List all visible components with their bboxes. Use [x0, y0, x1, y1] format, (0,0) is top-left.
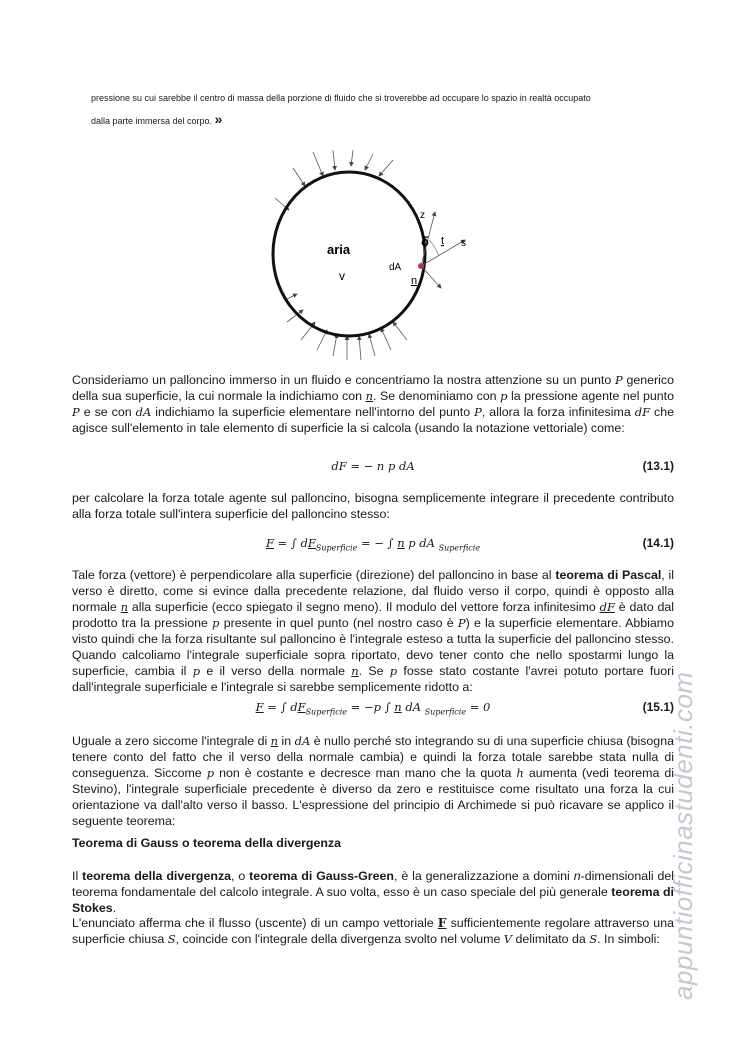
equation-expression: dF = − n p dA	[331, 459, 415, 473]
equation-expression: F = ∫ $dF_{Superficie}$ = − ∫ n p dA $_{Superficie}$	[265, 536, 481, 553]
balloon-figure	[265, 150, 485, 365]
equation-number: (15.1)	[642, 700, 674, 714]
label-s: s	[461, 238, 466, 249]
paragraph-1: Consideriamo un palloncino immerso in un fluido e concentriamo la nostra attenzione su un punto P generico della sua superficie, la cui normale la indichiamo con n. Se denominiamo con p la pressione agente nel punto P e se con dA indichiamo la superficie elementare nell'intorno del punto P, allora la forza infinitesima dF che agisce sull'elemento in tale elemento di superficie la si calcola (usando la notazione vettoriale) come:	[72, 373, 675, 435]
intro-line-2: dalla parte immersa del corpo.	[91, 116, 213, 126]
equation-14-1	[72, 536, 674, 556]
label-dA: dA	[389, 262, 402, 273]
intro-line-1: pressione su cui sarebbe il centro di massa della porzione di fluido che si troverebbe ad occupare lo spazio in realtà occupato	[91, 93, 591, 103]
label-aria: aria	[327, 242, 351, 257]
equation-15-1	[72, 700, 674, 720]
equation-number: (13.1)	[642, 459, 674, 473]
label-t: t	[441, 235, 445, 247]
equation-expression: F = ∫ $dF_{Superficie} = -p$ ∫ n dA $_{Superficie}$ = 0	[255, 700, 491, 717]
closing-quote: »	[214, 111, 223, 127]
paragraph-5: Il teorema della divergenza, o teorema di Gauss-Green, è la generalizzazione a domini n-dimensionali del teorema fondamentale del calcolo integrale. A suo volta, esso è un caso speciale del più generale teorema di Stokes.	[72, 869, 675, 915]
paragraph-6: L'enunciato afferma che il flusso (uscente) di un campo vettoriale F sufficientemente regolare attraverso una superficie chiusa S, coincide con l'integrale della divergenza svolto nel volume V delimitato da S. In simboli:	[72, 915, 674, 946]
equation-number: (14.1)	[642, 536, 674, 550]
intro-text	[91, 88, 671, 132]
label-v: v	[339, 269, 345, 283]
paragraph-2: per calcolare la forza totale agente sul palloncino, bisogna semplicemente integrare il precedente contributo alla forza totale sull'intera superficie del palloncino stesso:	[72, 491, 674, 521]
label-delta: δ	[421, 234, 429, 249]
equation-13-1	[72, 459, 674, 479]
paragraph-4: Uguale a zero siccome l'integrale di n in dA è nullo perché sto integrando su di una superficie chiusa (bisogna tenere conto del fatto che il verso della normale cambia) e quindi la forza totale sarebbe stata nulla di conseguenza. Siccome p non è costante e decresce man mano che la quota h aumenta (vedi teorema di Stevino), l'integrale superficiale precedente è diverso da zero e restituisce come risultato una forza la cui orientazione va dall'alto verso il basso. L'espressione del principio di Archimede si può ricavare se applico il seguente teorema:	[72, 734, 674, 828]
watermark-text: appuntiofficinastudenti.com	[668, 671, 698, 1000]
label-n: n	[411, 275, 418, 287]
section-heading: Teorema di Gauss o teorema della divergenza	[72, 836, 342, 850]
paragraph-3: Tale forza (vettore) è perpendicolare alla superficie (direzione) del palloncino in base al teorema di Pascal, il verso è diretto, come si evince dalla precedente relazione, dal fluido verso il corpo, quindi è opposto alla normale n alla superficie (ecco spiegato il segno meno). Il modulo del vettore forza infinitesimo dF è dato dal prodotto tra la pressione p presente in quel punto (nel nostro caso è P) e la superficie elementare. Abbiamo visto quindi che la forza risultante sul palloncino è l'integrale esteso a tutta la superficie del palloncino stesso. Quando calcoliamo l'integrale superficiale sopra riportato, devo tener conto che nello spostarmi lungo la superficie, cambia il p e il verso della normale n. Se p fosse stato costante l'avrei potuto portare fuori dall'integrale superficiale e l'integrale si sarebbe semplicemente ridotto a:	[72, 568, 675, 694]
label-z: z	[420, 210, 425, 221]
